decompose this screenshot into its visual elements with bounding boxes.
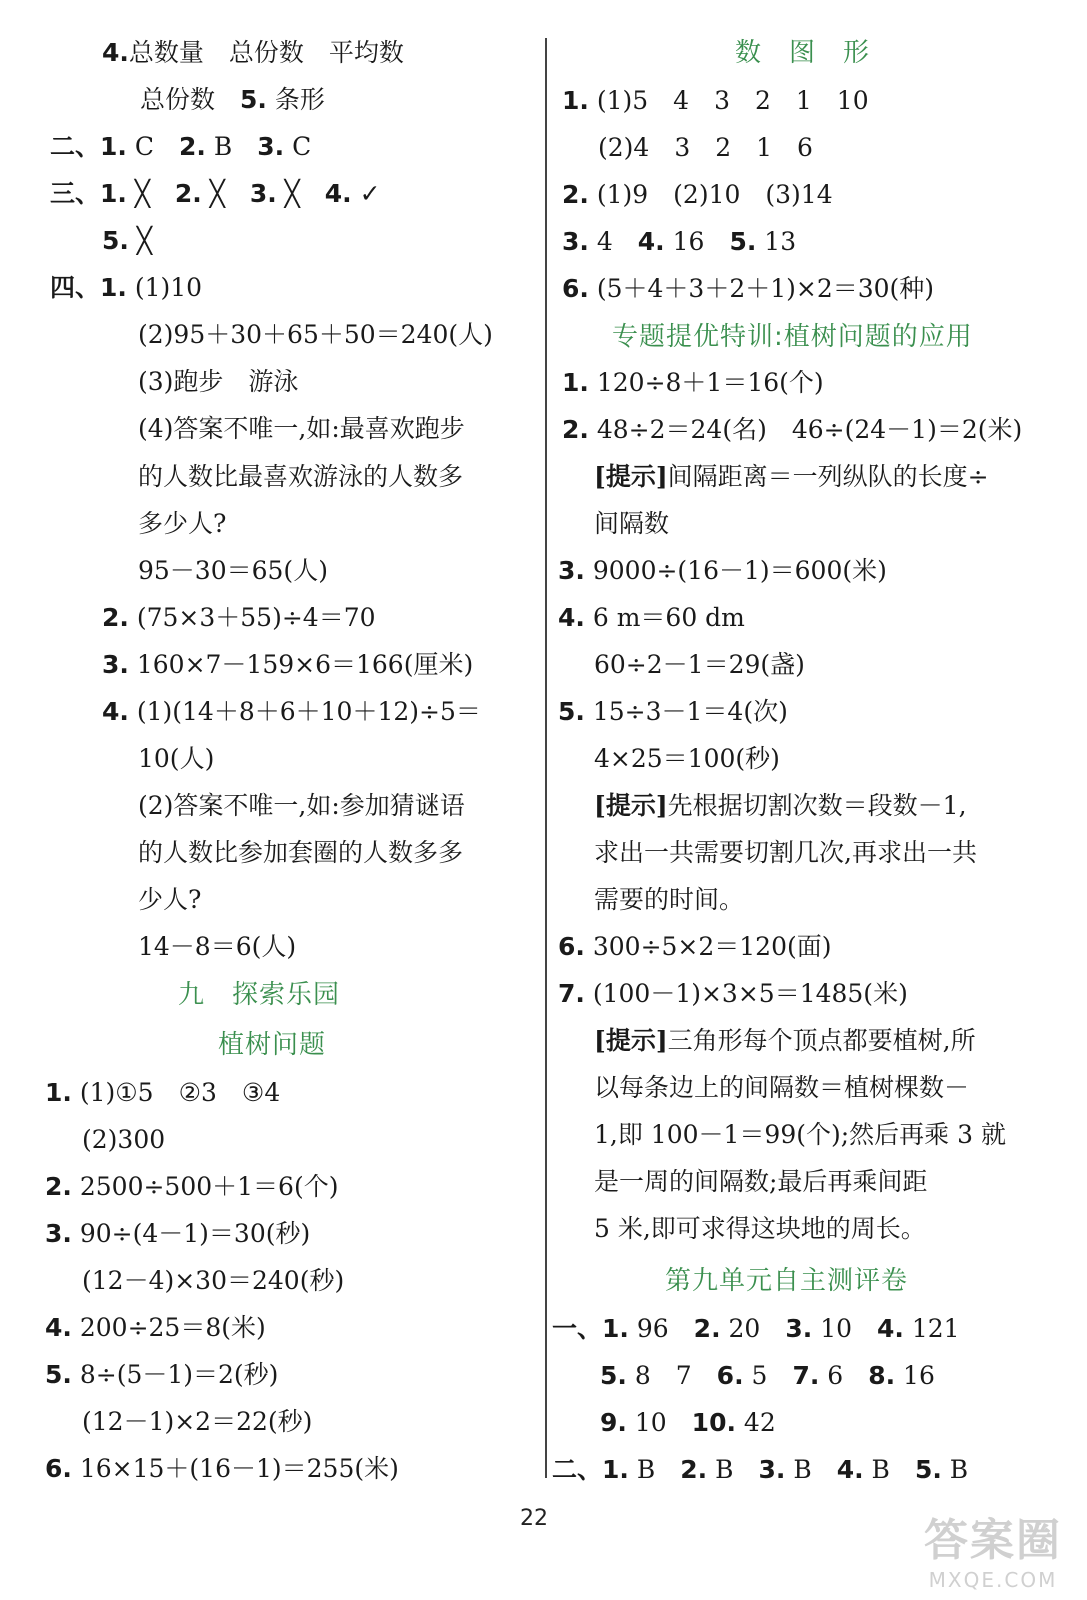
- answer-line: [138, 414, 465, 444]
- answer-line: [138, 556, 328, 586]
- answer-text: 120÷8＋1＝16(个): [588, 368, 824, 397]
- item-number: 2.: [693, 1314, 721, 1343]
- answer-line: [594, 1214, 926, 1244]
- answer-text: C: [284, 132, 312, 161]
- answer-line: [50, 132, 311, 162]
- item-number: 5.: [600, 1361, 627, 1390]
- answer-text: 20: [720, 1314, 786, 1343]
- answer-text: 10(人): [138, 744, 215, 773]
- answer-line: [138, 932, 296, 962]
- answer-text: 90÷(4－1)＝30(秒): [71, 1219, 311, 1248]
- hint-label: [提示]: [594, 791, 668, 820]
- item-number: 三、1.: [50, 179, 127, 208]
- answer-text: (1)10: [126, 273, 203, 302]
- answer-text: 是一周的间隔数;最后再乘间距: [594, 1167, 928, 1196]
- answer-line: [45, 1219, 310, 1249]
- answer-line: [82, 1266, 344, 1296]
- column-divider: [545, 38, 547, 1478]
- item-number: 6.: [562, 274, 589, 303]
- answer-line: [594, 791, 967, 821]
- answer-line: [552, 1455, 968, 1485]
- answer-line: [82, 1407, 312, 1437]
- item-number: 2.: [562, 180, 589, 209]
- answer-text: 8÷(5－1)＝2(秒): [71, 1360, 279, 1389]
- answer-text: (75×3＋55)÷4＝70: [128, 603, 376, 632]
- item-number: 4.: [558, 603, 585, 632]
- answer-line: [138, 320, 493, 350]
- answer-line: [102, 650, 473, 680]
- item-number: 6.: [558, 932, 585, 961]
- section-heading: 数 图 形: [735, 38, 871, 68]
- answer-line: [102, 38, 404, 68]
- page-number: 22: [520, 1506, 548, 1531]
- answer-text: 条形: [266, 85, 325, 114]
- answer-line: [594, 744, 780, 774]
- item-number: 5.: [729, 227, 757, 256]
- section-heading: 专题提优特训:植树问题的应用: [612, 322, 973, 352]
- item-number: 2.: [562, 415, 589, 444]
- answer-text: 96: [628, 1314, 694, 1343]
- answer-text: 160×7－159×6＝166(厘米): [128, 650, 474, 679]
- answer-text: 总数量 总份数 平均数: [128, 38, 404, 67]
- answer-line: [138, 791, 465, 821]
- answer-line: [45, 1172, 338, 1202]
- item-number: 4.: [102, 697, 129, 726]
- section-heading: 九 探索乐园: [178, 980, 341, 1010]
- watermark-title: 答案圈: [924, 1515, 1062, 1566]
- watermark-url: MXQE.COM: [928, 1568, 1058, 1592]
- answer-line: [138, 367, 298, 397]
- answer-text: (1)①5 ②3 ③4: [71, 1078, 281, 1107]
- answer-text: 121: [903, 1314, 960, 1343]
- item-number: 二、1.: [552, 1455, 629, 1484]
- item-number: 7.: [792, 1361, 820, 1390]
- answer-text: 300÷5×2＝120(面): [584, 932, 832, 961]
- answer-line: [594, 650, 805, 680]
- answer-text: 以每条边上的间隔数＝植树棵数－: [594, 1073, 970, 1102]
- answer-line: [138, 885, 201, 915]
- item-number: 3.: [785, 1314, 813, 1343]
- answer-line: [558, 603, 745, 633]
- answer-line: [552, 1314, 960, 1344]
- answer-text: 13: [756, 227, 797, 256]
- answer-line: [594, 509, 669, 539]
- answer-line: [82, 1125, 165, 1155]
- answer-text: 总份数: [140, 85, 241, 114]
- answer-line: [600, 1408, 776, 1438]
- answer-line: [138, 509, 226, 539]
- answer-text: 9000÷(16－1)＝600(米): [584, 556, 887, 585]
- hint-label: [提示]: [594, 1026, 668, 1055]
- answer-line: [138, 744, 214, 774]
- answer-text: (3)跑步 游泳: [138, 367, 299, 396]
- answer-line: [45, 1313, 266, 1343]
- answer-text: C: [126, 132, 179, 161]
- answer-text: (2)300: [82, 1125, 166, 1154]
- answer-line: [594, 885, 744, 915]
- answer-line: [562, 86, 869, 116]
- item-number: 四、1.: [50, 273, 127, 302]
- answer-text: (2)4 3 2 1 6: [598, 133, 813, 162]
- answer-line: [50, 273, 202, 303]
- item-number: 2.: [174, 179, 202, 208]
- item-number: 4.: [877, 1314, 904, 1343]
- answer-text: (5＋4＋3＋2＋1)×2＝30(种): [588, 274, 935, 303]
- answer-line: [600, 1361, 935, 1391]
- answer-text: 三角形每个顶点都要植树,所: [667, 1026, 976, 1055]
- answer-text: 60÷2－1＝29(盏): [594, 650, 805, 679]
- item-number: 2.: [680, 1455, 708, 1484]
- answer-text: 4: [588, 227, 638, 256]
- answer-text: 95－30＝65(人): [138, 556, 328, 585]
- item-number: 3.: [102, 650, 129, 679]
- item-number: 3.: [558, 556, 585, 585]
- answer-line: [102, 603, 376, 633]
- item-number: 10.: [691, 1408, 736, 1437]
- answer-text: 多少人?: [138, 509, 227, 538]
- item-number: 3.: [45, 1219, 72, 1248]
- answer-text: (2)答案不唯一,如:参加猜谜语: [138, 791, 465, 820]
- item-number: 2.: [45, 1172, 72, 1201]
- answer-text: 16: [664, 227, 730, 256]
- answer-text: 间隔距离＝一列纵队的长度÷: [667, 462, 989, 491]
- answer-text: 6 m＝60 dm: [584, 603, 745, 632]
- answer-line: [138, 838, 463, 868]
- answer-text: 6: [819, 1361, 869, 1390]
- answer-line: [594, 462, 989, 492]
- answer-line: [45, 1078, 280, 1108]
- answer-text: ✓: [351, 179, 381, 208]
- item-number: 2.: [178, 132, 206, 161]
- answer-line: [594, 1073, 969, 1103]
- answer-line: [558, 979, 908, 1009]
- answer-line: [562, 368, 824, 398]
- answer-text: B: [205, 132, 258, 161]
- item-number: 1.: [562, 368, 589, 397]
- item-number: 3.: [562, 227, 589, 256]
- answer-text: (100－1)×3×5＝1485(米): [584, 979, 908, 1008]
- answer-text: ╳: [276, 179, 325, 208]
- item-number: 3.: [257, 132, 285, 161]
- answer-line: [138, 462, 463, 492]
- answer-text: 2500÷500＋1＝6(个): [71, 1172, 339, 1201]
- answer-line: [140, 85, 325, 115]
- answer-text: 16×15＋(16－1)＝255(米): [71, 1454, 399, 1483]
- item-number: 4.: [102, 38, 129, 67]
- answer-text: ╳: [128, 226, 152, 255]
- item-number: 8.: [868, 1361, 896, 1390]
- hint-label: [提示]: [594, 462, 668, 491]
- item-number: 2.: [102, 603, 129, 632]
- item-number: 1.: [45, 1078, 72, 1107]
- item-number: 3.: [758, 1455, 786, 1484]
- answer-line: [558, 932, 832, 962]
- answer-line: [102, 697, 481, 727]
- answer-line: [594, 1120, 1006, 1150]
- item-number: 5.: [240, 85, 267, 114]
- answer-text: B: [941, 1455, 969, 1484]
- answer-text: ╳: [201, 179, 250, 208]
- answer-line: [50, 179, 381, 209]
- item-number: 3.: [249, 179, 277, 208]
- answer-line: [594, 1167, 927, 1197]
- answer-text: 14－8＝6(人): [138, 932, 297, 961]
- answer-text: ╳: [126, 179, 175, 208]
- item-number: 5.: [914, 1455, 942, 1484]
- item-number: 4.: [324, 179, 352, 208]
- answer-text: 16: [895, 1361, 935, 1390]
- answer-text: (1)5 4 3 2 1 10: [588, 86, 869, 115]
- answer-text: 48÷2＝24(名) 46÷(24－1)＝2(米): [588, 415, 1023, 444]
- answer-text: B: [628, 1455, 681, 1484]
- item-number: 7.: [558, 979, 585, 1008]
- item-number: 4.: [836, 1455, 864, 1484]
- answer-line: [45, 1360, 278, 1390]
- answer-text: (12－4)×30＝240(秒): [82, 1266, 345, 1295]
- section-heading: 第九单元自主测评卷: [665, 1266, 909, 1296]
- answer-text: 求出一共需要切割几次,再求出一共: [594, 838, 977, 867]
- answer-text: B: [785, 1455, 837, 1484]
- answer-text: 42: [735, 1408, 776, 1437]
- answer-line: [562, 180, 833, 210]
- answer-text: 先根据切割次数＝段数－1,: [667, 791, 967, 820]
- item-number: 6.: [716, 1361, 744, 1390]
- answer-text: B: [863, 1455, 915, 1484]
- answer-text: 间隔数: [594, 509, 670, 538]
- answer-text: B: [707, 1455, 759, 1484]
- answer-text: 4×25＝100(秒): [594, 744, 780, 773]
- answer-text: 10: [812, 1314, 878, 1343]
- answer-text: 5: [743, 1361, 793, 1390]
- answer-text: 需要的时间。: [594, 885, 745, 914]
- answer-line: [594, 1026, 976, 1056]
- answer-text: 8 7: [626, 1361, 717, 1390]
- item-number: 4.: [45, 1313, 72, 1342]
- answer-text: (1)9 (2)10 (3)14: [588, 180, 833, 209]
- answer-text: 少人?: [138, 885, 202, 914]
- answer-line: [558, 697, 788, 727]
- watermark-logo: [924, 1504, 1062, 1592]
- answer-text: 的人数比参加套圈的人数多多: [138, 838, 464, 867]
- answer-line: [594, 838, 977, 868]
- answer-text: (1)(14＋8＋6＋10＋12)÷5＝: [128, 697, 481, 726]
- answer-line: [562, 415, 1022, 445]
- item-number: 1.: [562, 86, 589, 115]
- item-number: 5.: [45, 1360, 72, 1389]
- answer-line: [558, 556, 887, 586]
- answer-line: [562, 227, 796, 257]
- answer-line: [102, 226, 152, 256]
- answer-text: (4)答案不唯一,如:最喜欢跑步: [138, 414, 465, 443]
- answer-line: [598, 133, 813, 163]
- item-number: 5.: [558, 697, 585, 726]
- answer-text: 10: [626, 1408, 692, 1437]
- answer-text: 1,即 100－1＝99(个);然后再乘 3 就: [594, 1120, 1006, 1149]
- item-number: 9.: [600, 1408, 627, 1437]
- answer-text: (12－1)×2＝22(秒): [82, 1407, 313, 1436]
- item-number: 4.: [637, 227, 665, 256]
- answer-line: [45, 1454, 399, 1484]
- answer-text: 5 米,即可求得这块地的周长。: [594, 1214, 926, 1243]
- section-heading: 植树问题: [218, 1030, 327, 1060]
- answer-text: 的人数比最喜欢游泳的人数多: [138, 462, 464, 491]
- answer-line: [562, 274, 934, 304]
- item-number: 二、1.: [50, 132, 127, 161]
- answer-text: (2)95＋30＋65＋50＝240(人): [138, 320, 493, 349]
- item-number: 一、1.: [552, 1314, 629, 1343]
- answer-text: 200÷25＝8(米): [71, 1313, 266, 1342]
- item-number: 5.: [102, 226, 129, 255]
- item-number: 6.: [45, 1454, 72, 1483]
- answer-text: 15÷3－1＝4(次): [584, 697, 788, 726]
